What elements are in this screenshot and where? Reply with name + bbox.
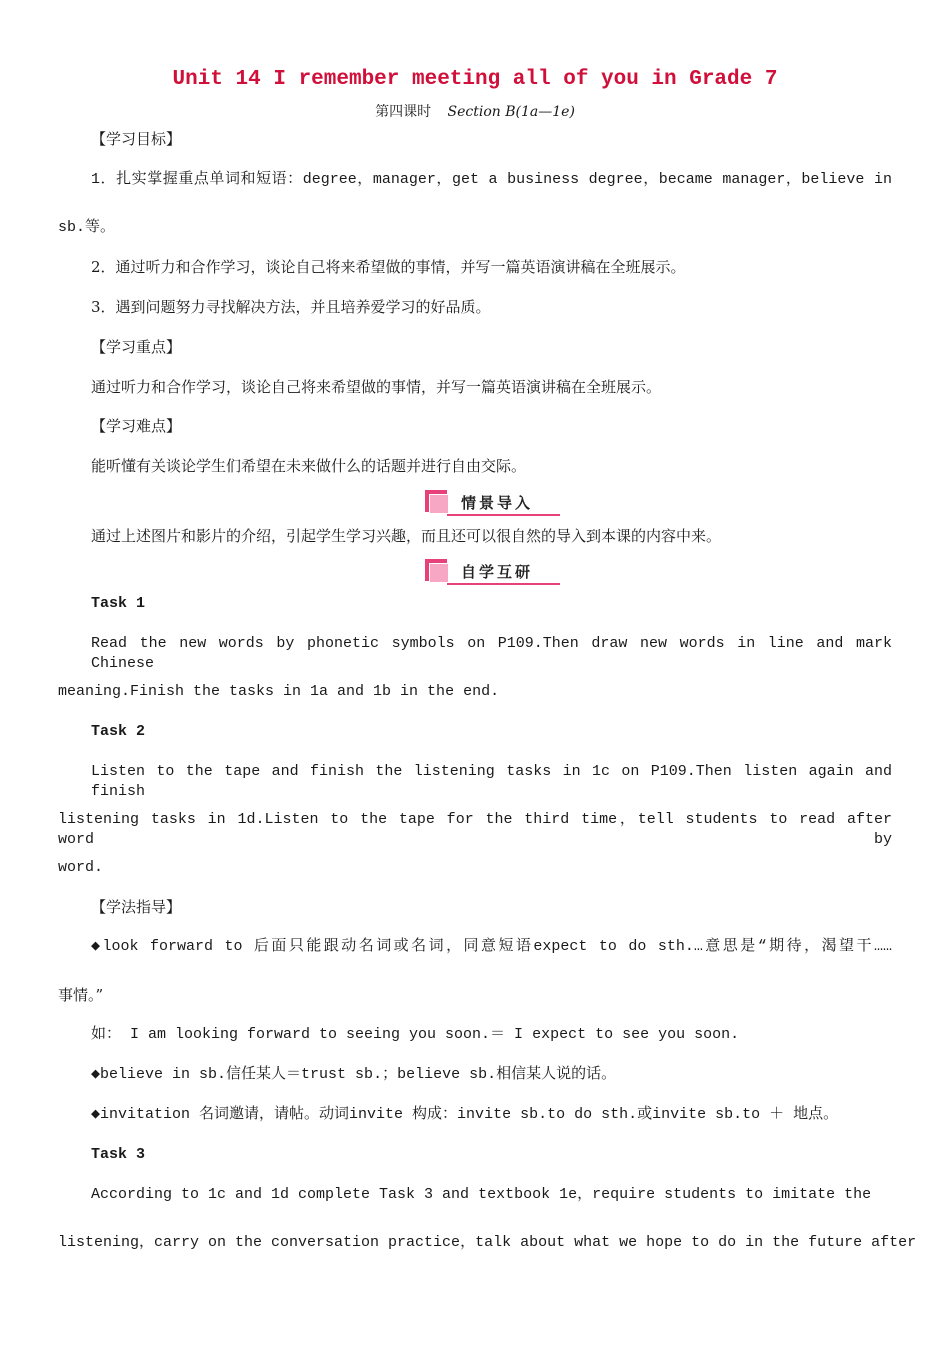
task-3-line-2: listening，carry on the conversation practice，talk about what we hope to do in the future after bbox=[58, 1234, 917, 1251]
section-banner-self-study bbox=[425, 559, 560, 585]
intro-text: 通过上述图片和影片的介绍，引起学生学习兴趣，而且还可以很自然的导入到本课的内容中来。 bbox=[91, 527, 722, 545]
section-label: Section B(1a—1e) bbox=[447, 104, 575, 120]
task-1-line-2: meaning.Finish the tasks in 1a and 1b in the end. bbox=[58, 683, 500, 700]
lesson-number: 第四课时 bbox=[375, 104, 432, 120]
method-bullet-2: ◆believe in sb.信任某人＝trust sb.；believe sb.相信某人说的话。 bbox=[91, 1066, 617, 1083]
task-1-label: Task 1 bbox=[91, 595, 146, 612]
goal-item-3: 3．遇到问题努力寻找解决方法，并且培养爱学习的好品质。 bbox=[91, 298, 491, 316]
banner-label: 情景导入 bbox=[461, 494, 534, 512]
lesson-subtitle bbox=[0, 101, 950, 121]
section-banner-intro bbox=[425, 490, 560, 516]
task-3-label: Task 3 bbox=[91, 1146, 146, 1163]
method-bullet-1-cont: 事情。” bbox=[58, 986, 104, 1004]
focus-text: 通过听力和合作学习，谈论自己将来希望做的事情，并写一篇英语演讲稿在全班展示。 bbox=[91, 378, 662, 396]
task-3-line-1: According to 1c and 1d complete Task 3 and textbook 1e，require students to imitate the bbox=[91, 1186, 872, 1203]
task-2-label: Task 2 bbox=[91, 723, 146, 740]
goal-item-2: 2．通过听力和合作学习，谈论自己将来希望做的事情，并写一篇英语演讲稿在全班展示。 bbox=[91, 258, 686, 276]
difficulty-heading: 【学习难点】 bbox=[91, 417, 182, 435]
task-1-line-1: Read the new words by phonetic symbols on P109.Then draw new words in line and mark Chinese bbox=[91, 635, 892, 672]
task-2-line-2: listening tasks in 1d.Listen to the tape for the third time，tell students to read after word by bbox=[58, 811, 892, 848]
method-bullet-1: ◆look forward to 后面只能跟动名词或名词，同意短语expect to do sth.…意思是“期待，渴望干…… bbox=[91, 938, 892, 955]
task-2-line-1: Listen to the tape and finish the listening tasks in 1c on P109.Then listen again and finish bbox=[91, 763, 892, 800]
goal-item-1: 1．扎实掌握重点单词和短语：degree，manager，get a business degree，became manager，believe in bbox=[91, 171, 892, 188]
banner-label: 自学互研 bbox=[461, 563, 534, 581]
difficulty-text: 能听懂有关谈论学生们希望在未来做什么的话题并进行自由交际。 bbox=[91, 457, 527, 475]
method-heading: 【学法指导】 bbox=[91, 898, 182, 916]
method-example: 如： I am looking forward to seeing you soon.＝ I expect to see you soon. bbox=[91, 1026, 740, 1043]
method-bullet-3: ◆invitation 名词邀请，请帖。动词invite 构成：invite sb.to do sth.或invite sb.to ＋ 地点。 bbox=[91, 1106, 839, 1123]
focus-heading: 【学习重点】 bbox=[91, 338, 182, 356]
goal-item-1-cont: sb.等。 bbox=[58, 219, 116, 236]
task-2-line-3: word. bbox=[58, 859, 104, 876]
goals-heading: 【学习目标】 bbox=[91, 130, 182, 148]
page-title: Unit 14 I remember meeting all of you in Grade 7 bbox=[172, 68, 778, 91]
